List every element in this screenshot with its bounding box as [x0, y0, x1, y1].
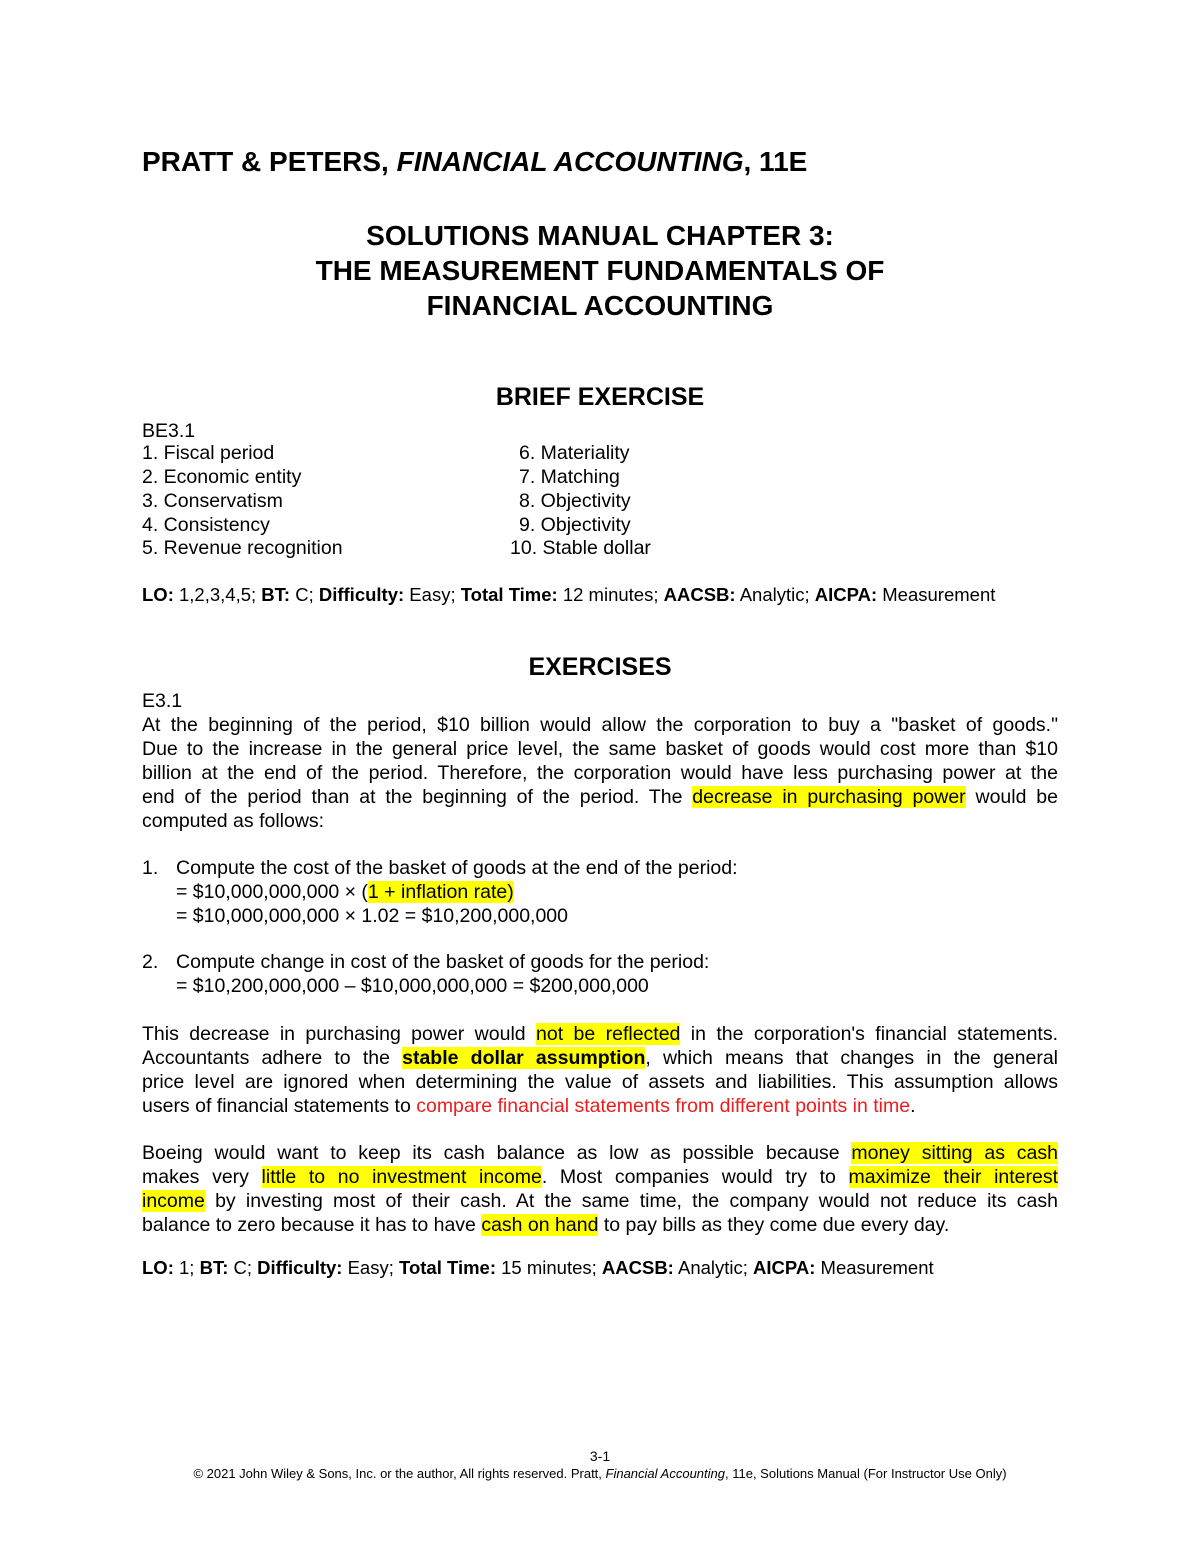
text-run: This decrease in purchasing power would — [142, 1023, 537, 1045]
text-run: , 11e, Solutions Manual (For Instructor Use Only) — [725, 1466, 1007, 1481]
highlighted-text: stable dollar assumption — [402, 1047, 646, 1069]
paragraph-stable-dollar — [142, 1022, 1058, 1118]
meta-label: Total Time: — [460, 584, 558, 605]
list-item: 1. Fiscal period — [142, 442, 275, 464]
meta-label: Difficulty: — [257, 1257, 343, 1278]
meta-label: LO: — [142, 1257, 174, 1278]
text-run: users of financial statements to — [142, 1095, 417, 1117]
chapter-title-line: SOLUTIONS MANUAL CHAPTER 3: — [366, 220, 834, 251]
list-item: 9. Objectivity — [519, 514, 631, 536]
meta-label: AICPA: — [753, 1257, 816, 1278]
brief-exercise-heading: BRIEF EXERCISE — [495, 383, 705, 411]
list-item: 6. Materiality — [519, 442, 630, 464]
paragraph-line — [142, 1046, 1058, 1070]
text-run: would be — [965, 786, 1058, 808]
meta-label: LO: — [142, 584, 174, 605]
meta-value: 12 minutes; — [557, 584, 664, 605]
chapter-title-line: THE MEASUREMENT FUNDAMENTALS OF — [315, 255, 885, 286]
meta-value: Analytic; — [673, 1257, 754, 1278]
paragraph-inflation — [142, 713, 1058, 833]
text-run: . — [910, 1095, 916, 1117]
paragraph-line: computed as follows: — [142, 810, 325, 832]
paragraph-line — [142, 1094, 1058, 1118]
book-authors: PRATT & PETERS, — [142, 146, 397, 177]
page-number: 3-1 — [589, 1448, 611, 1464]
list-item: 10. Stable dollar — [510, 537, 651, 559]
equation — [176, 881, 514, 904]
highlighted-text: not be reflected — [536, 1023, 681, 1045]
meta-value: Analytic; — [735, 584, 815, 605]
meta-value: C; — [290, 584, 319, 605]
meta-value: Measurement — [877, 584, 996, 605]
meta-value: 15 minutes; — [495, 1257, 602, 1278]
list-item: 5. Revenue recognition — [142, 537, 343, 559]
step-text: Compute change in cost of the basket of goods for the period: — [176, 951, 710, 973]
text-run: balance to zero because it has to have — [142, 1214, 482, 1236]
highlighted-text: cash on hand — [481, 1214, 599, 1236]
list-item: 3. Conservatism — [142, 490, 283, 512]
meta-label: AACSB: — [663, 584, 736, 605]
paragraph-line — [142, 1022, 1058, 1046]
step-text: Compute the cost of the basket of goods at the end of the period: — [176, 857, 738, 879]
meta-value: 1,2,3,4,5; — [173, 584, 262, 605]
highlighted-text: 1 + inflation rate) — [367, 881, 514, 903]
red-text: compare financial statements from different points in time — [416, 1095, 911, 1117]
text-run: . Most companies would try to — [541, 1166, 849, 1188]
text-run: end of the period than at the beginning of the period. The — [142, 786, 693, 808]
equation: = $10,200,000,000 – $10,000,000,000 = $200,000,000 — [176, 975, 649, 997]
step-number: 1. — [142, 857, 159, 879]
highlighted-text: decrease in purchasing power — [692, 786, 966, 808]
text-run: Boeing would want to keep its cash balance as low as possible because — [142, 1142, 852, 1164]
book-title — [142, 146, 807, 178]
meta-value: Measurement — [815, 1257, 934, 1278]
meta-label: AICPA: — [814, 584, 878, 605]
paragraph-line: billion at the end of the period. Therefore, the corporation would have less purchasing power at the — [142, 762, 1058, 784]
highlighted-text: little to no investment income — [261, 1166, 542, 1188]
exercise-label: E3.1 — [142, 690, 183, 712]
book-name: FINANCIAL ACCOUNTING — [396, 146, 744, 177]
paragraph-line: At the beginning of the period, $10 billion would allow the corporation to buy a "basket of goods." — [142, 714, 1058, 736]
text-run: to pay bills as they come due every day. — [598, 1214, 950, 1236]
paragraph-line — [142, 1189, 1058, 1213]
text-run: = $10,000,000,000 × ( — [176, 881, 368, 903]
paragraph-boeing — [142, 1141, 1058, 1237]
list-item: 7. Matching — [519, 466, 620, 488]
be-label: BE3.1 — [142, 420, 196, 442]
paragraph-line — [142, 1141, 1058, 1165]
meta-value: Easy; — [404, 584, 461, 605]
paragraph-line — [142, 785, 1058, 809]
meta-value: 1; — [173, 1257, 200, 1278]
meta-label: BT: — [199, 1257, 229, 1278]
chapter-title — [0, 218, 1200, 323]
paragraph-line: Due to the increase in the general price level, the same basket of goods would cost more than $10 — [142, 738, 1058, 760]
highlighted-text: money sitting as cash — [851, 1142, 1058, 1164]
meta-label: Total Time: — [399, 1257, 496, 1278]
text-run: in the corporation's financial statements. — [680, 1023, 1058, 1045]
meta-value: C; — [228, 1257, 258, 1278]
meta-label: Difficulty: — [318, 584, 405, 605]
list-item: 8. Objectivity — [519, 490, 631, 512]
text-run: Accountants adhere to the — [142, 1047, 403, 1069]
text-run: Financial Accounting — [605, 1466, 725, 1481]
equation: = $10,000,000,000 × 1.02 = $10,200,000,000 — [176, 905, 568, 927]
meta-label: AACSB: — [601, 1257, 674, 1278]
list-item: 2. Economic entity — [142, 466, 302, 488]
exercise-meta — [142, 1257, 934, 1279]
be-meta — [142, 584, 995, 606]
book-edition: , 11E — [743, 146, 808, 177]
text-run: by investing most of their cash. At the same time, the company would not reduce its cash — [204, 1190, 1058, 1212]
paragraph-line — [142, 1213, 1058, 1237]
text-run: © 2021 John Wiley & Sons, Inc. or the author, All rights reserved. Pratt, — [193, 1466, 606, 1481]
copyright-footer — [0, 1466, 1200, 1481]
highlighted-text: maximize their interest — [848, 1166, 1059, 1188]
paragraph-line: price level are ignored when determining the value of assets and liabilities. This assumption allows — [142, 1071, 1058, 1093]
text-run: makes very — [142, 1166, 262, 1188]
list-item: 4. Consistency — [142, 514, 270, 536]
step-number: 2. — [142, 951, 159, 973]
meta-value: Easy; — [342, 1257, 400, 1278]
paragraph-line — [142, 1165, 1058, 1189]
highlighted-text: income — [142, 1190, 205, 1212]
meta-label: BT: — [261, 584, 291, 605]
text-run: , which means that changes in the general — [645, 1047, 1059, 1069]
exercises-heading: EXERCISES — [528, 653, 672, 681]
chapter-title-line: FINANCIAL ACCOUNTING — [426, 290, 774, 321]
